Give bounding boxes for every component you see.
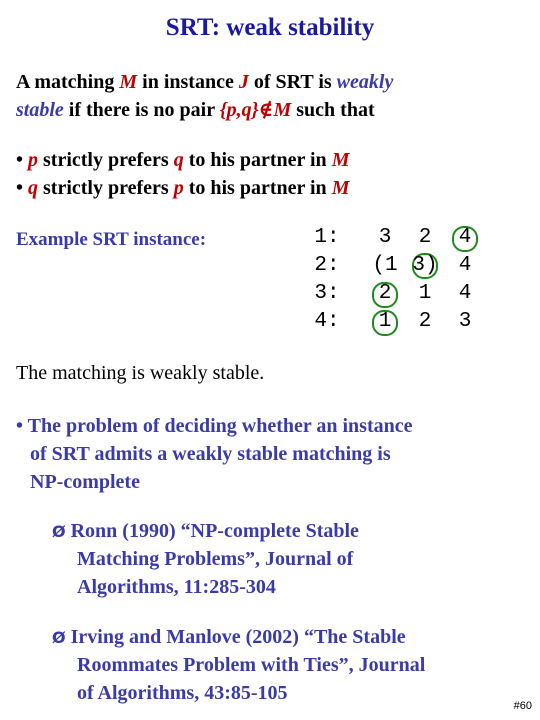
definition-text: of SRT is — [248, 71, 337, 93]
matching-symbol: M — [331, 149, 350, 171]
reference-text: Ronn (1990) “NP-complete Stable — [70, 520, 359, 542]
instance-symbol: J — [238, 71, 249, 93]
agent-q: q — [28, 177, 39, 199]
reference-text: Roommates Problem with Ties”, Journal — [77, 654, 426, 676]
page-number: #60 — [513, 700, 532, 712]
agent-p: p — [173, 177, 184, 199]
matching-symbol: M — [119, 71, 138, 93]
condition-text: to his partner in — [183, 149, 332, 171]
preference-entry: 3 — [378, 226, 392, 249]
definition-text: if there is no pair — [63, 99, 220, 121]
pair-symbol: {p,q} — [219, 99, 259, 121]
definition-text: such that — [291, 99, 375, 121]
agent-p: p — [28, 149, 39, 171]
agent-label: 2: — [314, 254, 340, 277]
condition-text: to his partner in — [183, 177, 332, 199]
reference-text: Algorithms, 11:285-304 — [77, 576, 276, 598]
preference-entry: 2 — [378, 282, 392, 305]
preference-row — [300, 282, 500, 310]
preference-row — [300, 310, 500, 338]
np-bullet-line — [16, 412, 413, 440]
bullet: • — [16, 177, 24, 199]
stable-term: stable — [16, 99, 64, 121]
np-text: The problem of deciding whether an instance — [27, 415, 413, 437]
condition-item — [16, 174, 349, 202]
preference-table — [300, 226, 500, 342]
preference-entry: 1 — [418, 282, 432, 305]
definition-text: in instance — [137, 71, 239, 93]
preference-entry: 2 — [418, 226, 432, 249]
np-text: NP-complete — [30, 471, 140, 493]
example-label: Example SRT instance: — [16, 229, 207, 250]
arrow-bullet-icon: Ø — [52, 628, 66, 647]
arrow-bullet-icon: Ø — [52, 522, 66, 541]
matching-symbol: M — [273, 99, 292, 121]
preference-row — [300, 226, 500, 254]
preference-entry: (1 — [372, 254, 398, 277]
preference-entry: 2 — [418, 310, 432, 333]
definition-text: A matching — [16, 71, 120, 93]
preference-entry: 3) — [412, 254, 438, 277]
reference-text: Matching Problems”, Journal of — [77, 548, 354, 570]
reference-text: Irving and Manlove (2002) “The Stable — [70, 626, 406, 648]
condition-text: strictly prefers — [38, 149, 174, 171]
definition-line-2 — [16, 96, 375, 124]
preference-entry: 4 — [458, 226, 472, 249]
np-text: of SRT admits a weakly stable matching is — [30, 443, 391, 465]
preference-entry: 1 — [378, 310, 392, 333]
slide-title: SRT: weak stability — [165, 14, 375, 41]
not-in-symbol: ∉ — [258, 99, 274, 121]
conclusion-text: The matching is weakly stable. — [16, 362, 265, 384]
preference-entry: 4 — [458, 282, 472, 305]
condition-item — [16, 146, 349, 174]
weakly-term: weakly — [336, 71, 394, 93]
condition-text: strictly prefers — [38, 177, 174, 199]
reference-item — [52, 517, 359, 546]
reference-item — [52, 623, 406, 652]
reference-text: of Algorithms, 43:85-105 — [77, 682, 288, 704]
agent-label: 3: — [314, 282, 340, 305]
definition-line-1 — [16, 68, 393, 96]
agent-label: 1: — [314, 226, 340, 249]
agent-label: 4: — [314, 310, 340, 333]
agent-q: q — [173, 149, 184, 171]
preference-row — [300, 254, 500, 282]
preference-entry: 3 — [458, 310, 472, 333]
preference-entry: 4 — [458, 254, 472, 277]
bullet: • — [16, 415, 24, 437]
bullet: • — [16, 149, 24, 171]
matching-symbol: M — [331, 177, 350, 199]
